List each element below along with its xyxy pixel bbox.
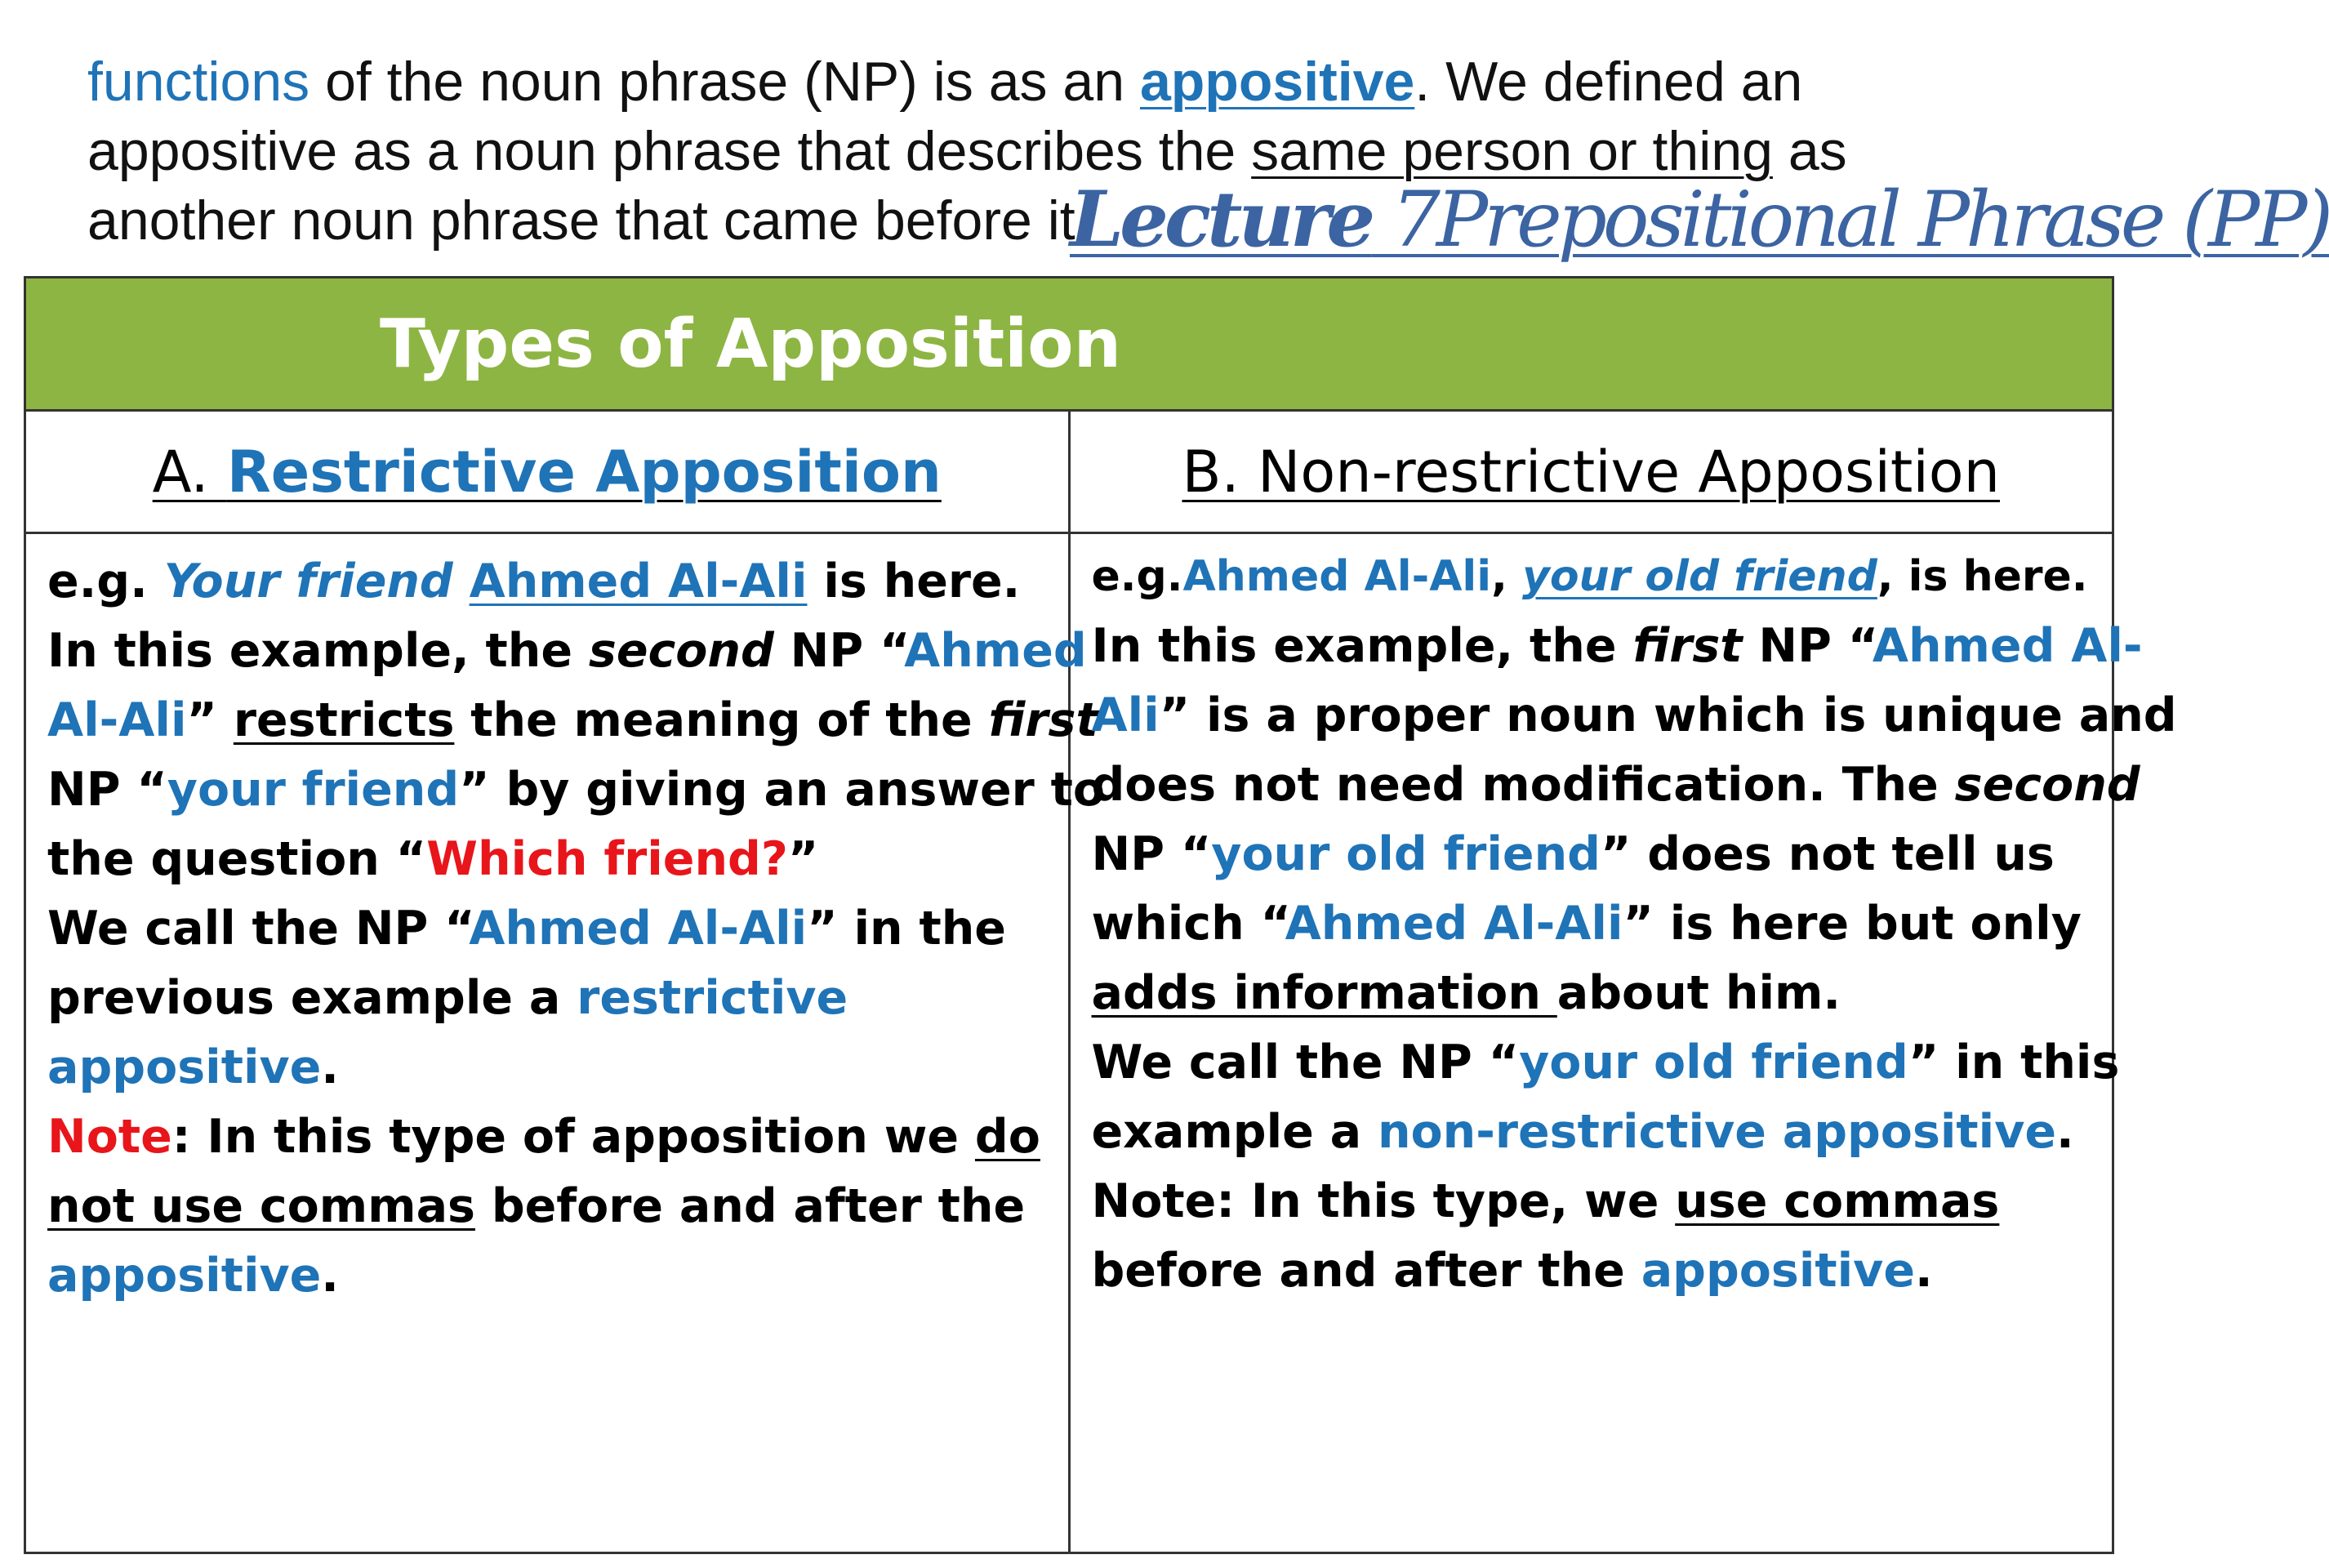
text: which “	[1091, 897, 1285, 951]
restrictive-apposition-link[interactable]: Restrictive Apposition	[226, 438, 942, 506]
text: the question “	[47, 832, 427, 886]
text: second	[1954, 758, 2140, 812]
left-line-3	[47, 686, 1098, 755]
intro-text: . We defined an	[1414, 51, 1803, 113]
intro-text: appositive as a noun phrase that describes the	[87, 120, 1252, 182]
text: the meaning of the	[454, 693, 989, 747]
text: Note: In this type, we	[1091, 1174, 1676, 1228]
left-line-1	[47, 547, 1052, 617]
left-line-2	[47, 617, 1087, 686]
text: e.g.	[47, 555, 164, 608]
column-a-prefix: A.	[152, 438, 227, 506]
text: non-restrictive appositive	[1377, 1105, 2057, 1159]
text: ” by giving an answer to	[459, 763, 1106, 817]
apposition-table	[24, 276, 2177, 1554]
your-friend-example: Your friend	[163, 555, 453, 608]
right-line-5	[1092, 820, 2096, 889]
intro-text: as	[1772, 120, 1847, 182]
text: Ahmed Al-Ali	[1285, 897, 1623, 951]
text: appositive	[1641, 1244, 1915, 1298]
text: not use commas	[47, 1179, 475, 1233]
text: Ahmed Al-Ali	[469, 902, 808, 956]
column-a-title	[153, 439, 942, 506]
right-line-4	[1091, 751, 2140, 820]
text: ” does not tell us	[1600, 827, 2055, 881]
right-line-8	[1091, 1028, 2120, 1098]
text: NP “	[1742, 619, 1873, 673]
same-person-phrase: same person or thing	[1251, 120, 1773, 182]
text: your old friend	[1519, 1036, 1908, 1089]
text: .	[2056, 1105, 2074, 1159]
text: NP “	[773, 624, 905, 678]
text: restricts	[233, 693, 455, 747]
functions-term: functions	[87, 51, 310, 113]
text: ” in this	[1908, 1036, 2120, 1089]
text: .	[321, 1040, 339, 1094]
text	[453, 555, 470, 608]
text: before and after the	[1091, 1244, 1641, 1298]
text: restrictive	[577, 971, 848, 1025]
column-b-header	[1069, 411, 2113, 533]
intro-text: of the noun phrase (NP) is as an	[309, 51, 1140, 113]
text: NP “	[1091, 827, 1212, 881]
text: appositive	[47, 1249, 322, 1303]
lecture-title-bold: Lecture	[1070, 175, 1372, 265]
text: : In this type of apposition we	[171, 1110, 975, 1164]
text: ” is here but only	[1623, 897, 2082, 951]
intro-line-1	[87, 47, 2064, 117]
text: previous example a	[47, 971, 577, 1025]
text: before and after the	[474, 1179, 1026, 1233]
restrictive-explanation	[25, 533, 1106, 1553]
text: do	[974, 1110, 1040, 1164]
text: Al-Ali	[47, 693, 187, 747]
text: example a	[1091, 1105, 1378, 1159]
text: ,	[1491, 552, 1522, 601]
right-line-9	[1092, 1098, 2096, 1167]
right-line-1	[1092, 542, 2096, 612]
text: We call the NP “	[1091, 1036, 1520, 1089]
text: your friend	[167, 763, 460, 817]
note-label: Note	[47, 1110, 172, 1164]
text: first	[988, 693, 1098, 747]
table-header-row	[25, 278, 2113, 411]
table-body-row	[25, 533, 2113, 1553]
left-line-6	[47, 894, 1052, 964]
text: .	[321, 1249, 339, 1303]
left-line-5	[47, 825, 1052, 894]
text: In this example, the	[1091, 619, 1633, 673]
left-line-10	[47, 1172, 1052, 1241]
text: Ahmed Al-	[1872, 619, 2143, 673]
right-line-6	[1092, 889, 2096, 959]
ahmed-example: Ahmed Al-Ali	[469, 555, 808, 608]
right-line-11	[1092, 1236, 2096, 1306]
right-line-2	[1091, 612, 2143, 681]
appositive-link[interactable]: appositive	[1139, 51, 1415, 113]
text: adds information	[1091, 966, 1557, 1020]
text: Ali	[1091, 688, 1160, 742]
left-line-4	[47, 755, 1106, 825]
text: use commas	[1675, 1174, 2000, 1228]
text: first	[1632, 619, 1743, 673]
left-line-11	[47, 1241, 1052, 1311]
text: Ahmed Al-Ali	[1182, 552, 1492, 601]
text: ” is a proper noun which is unique and	[1159, 688, 2177, 742]
column-b-title: B. Non-restrictive Apposition	[1182, 438, 2000, 506]
right-line-3	[1091, 681, 2177, 751]
table-title-text: Types of Apposition	[379, 305, 1121, 383]
text: appositive	[47, 1040, 322, 1094]
text: does not need modification. The	[1091, 758, 1955, 812]
text: Ahmed	[904, 624, 1087, 678]
left-line-9	[47, 1102, 1052, 1172]
text: ”	[186, 693, 234, 747]
table-subheader-row	[25, 411, 2113, 533]
text: e.g.	[1091, 552, 1183, 601]
text: your old friend	[1211, 827, 1601, 881]
text: , is here.	[1877, 552, 2088, 601]
nonrestrictive-explanation	[1069, 533, 2177, 1553]
column-a-header	[25, 411, 1070, 533]
left-line-7	[47, 964, 1052, 1033]
lecture-title-rest: 7Prepositional Phrase (PP)	[1371, 176, 2329, 265]
left-line-8	[47, 1033, 1052, 1102]
text: .	[1914, 1244, 1933, 1298]
text: In this example, the	[47, 624, 589, 678]
text: ” in the	[807, 902, 1006, 956]
text: second	[588, 624, 774, 678]
text: is here.	[807, 555, 1021, 608]
table-title	[25, 278, 2113, 411]
intro-text: another noun phrase that came before it.	[87, 189, 1091, 252]
lecture-title[interactable]	[1070, 175, 2329, 265]
right-line-7	[1092, 959, 2096, 1028]
right-line-10	[1092, 1167, 2096, 1236]
which-friend-question: Which friend?	[426, 832, 788, 886]
your-old-friend-example: your old friend	[1521, 552, 1877, 601]
text: We call the NP “	[47, 902, 470, 956]
text: ”	[787, 832, 819, 886]
text: about him.	[1556, 966, 1841, 1020]
text: NP “	[47, 763, 167, 817]
